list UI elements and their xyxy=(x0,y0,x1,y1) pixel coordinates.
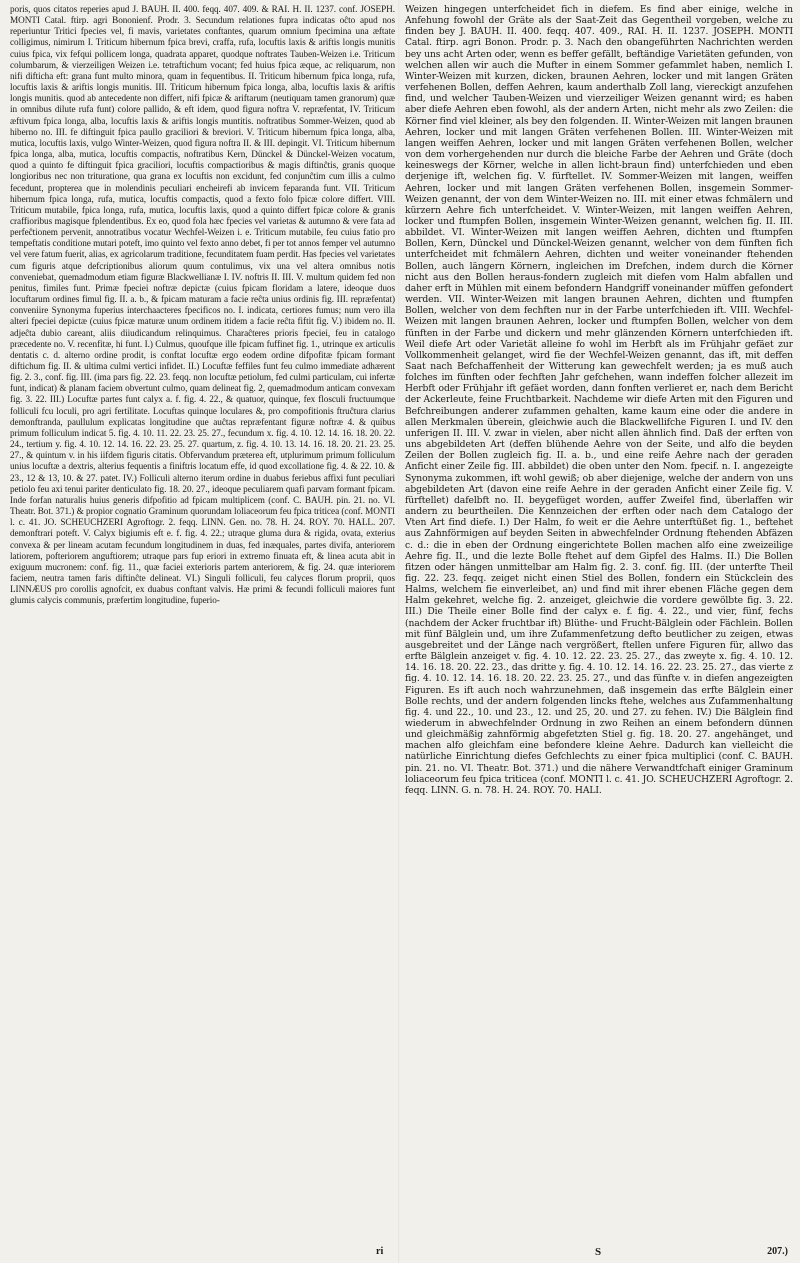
column-gutter xyxy=(398,0,400,1263)
signature-mark: S xyxy=(595,1246,602,1258)
left-catchword: ri xyxy=(376,1246,384,1257)
german-text: Weizen hingegen unterfcheidet fich in diefem. Es find aber einige, welche in Anfehung fowohl der Gräte als der Saat-Zeit das Gegentheil vorgeben, welche zu finden bey J. BAUH. II. 400. feqq. 407. 409., RAI. H. II. 1237. JOSEPH. MONTI Catal. ftirp. agri Bonon. Prodr. p. 3. Nach den obangeführten Nachrichten werden bey uns acht Arten oder, wenn es beffer gefällt, beftändige Varietäten gefunden, von welchen allen wir auch die Mufter in einem Sommer gefammlet haben, nemlich I. Winter-Weizen mit kurzen, dicken, braunen Aehren, locker und mit langen Gräten verfehenen Bollen, deffen Aehren, kaum anderthalb Zoll lang, viereckigt anzufehen find, und welcher Tauben-Weizen und vierzeiliger Weizen genannt wird; es haben aber diefe Aehren eben fowohl, als der andern Arten, nicht mehr als zwo Zeilen: die Körner find viel kleiner, als bey den folgenden. II. Winter-Weizen mit langen braunen Aehren, locker und mit langen Gräten verfehenen Bollen. III. Winter-Weizen mit langen weiffen Aehren, locker und mit langen Gräten verfehenen Bollen, welcher von dem vorhergehenden nur durch die bleiche Farbe der Aehren und Gräte (doch keineswegs der Körner, welche in allen licht-braun find) unterfchieden und eben derjenige ift, welchen fig. V. fürftellet. IV. Sommer-Weizen mit langen, weiffen Aehren, locker und mit langen Gräten verfehenen Bollen, insgemein Sommer-Weizen genannt, der von dem Winter-Weizen no. III. mit einer etwas fchmälern und kürzern Aehre fich unterfcheidet. V. Winter-Weizen, mit langen weiffen Aehren, locker und ftumpfen Bollen, insgemein Winter-Weizen genannt, welchen fig. II. III. abbildet. VI. Winter-Weizen mit langen weiffen Aehren, dichten und ftumpfen Bollen, Kern, Dünckel und Dünckel-Weizen genannt, welcher von dem fünften fich unterfcheidet mit fchmälern Aehren, dichten und weiter voneinander ftehenden Bollen, auch längern Körnern, ingleichen im Drefchen, indem durch die Körner nicht aus den Bollen heraus-fondern zugleich mit diefen vom Halm abfallen und daher erft in Mühlen mit einem befondern Handgriff voneinander müffen gefondert werden. VII. Winter-Weizen mit langen braunen Aehren, dichten und ftumpfen Bollen, welcher von dem fechften nur in der Farbe unterfchieden ift. VIII. Wechfel-Weizen mit langen braunen Aehren, locker und ftumpfen Bollen, welcher von dem fünften in der Farbe und dickern und mehr glänzenden Körnern unterfchieden ift. Weil diefe Art oder Varietät alleine fo wohl im Herbft als im Frühjahr gefäet zur Vollkommenheit gelanget, wird fie der Wechfel-Weizen genannt, das ift, mit deffen Saat nach Befchaffenheit der Witterung kan gewechfelt werden; ja es muß auch folches im fünften oder fechften Jahr gefchehen, wann indeffen folcher allezeit im Herbft oder Frühjahr ift gefäet worden, dann fonften verlieret er, nach dem Bericht der Ackerleute, feine Fruchtbarkeit. Nachdeme wir diefe Arten mit den Figuren und Befchreibungen anderer zufammen gehalten, kame kaum eine oder die andere in allen Merkmalen überein, gleichwie auch die Blackwellifche Figuren I. und IV. den unferigen II. III. V. zwar in vielen, aber nicht allen ähnlich find. Daß der erften von uns abgebildeten Art (deffen blühende Aehre von der Seite, und alfo die beyden Zeilen der Bollen zugleich fig. II. a. b., und eine reife Aehre nach der geraden Anficht einer Zeile fig. III. abbildet) die oben unter den Nom. fpecif. n. I. angezeigte Synonyma zukommen, ift wohl gewiß; ob aber diejenige, welche der andern von uns abgebildeten Art (davon eine reife Aehre in der geraden Anficht einer Zeile fig. V. fürftellet) dafelbft no. II. beygefüget worden, auffer Zweifel find, überlaffen wir andern zu beurtheilen. Die Kennzeichen der erften oder nach dem Catalogo der Vten Art find diefe. I.) Der Halm, fo weit er die Aehre unterftüßet fig. 1., beftehet aus Zahnförmigen auf beyden Seiten in abwechfelnder Ordnung ftehenden Abfäzen c. d.: die in eben der Ordnung eingerichtete Bollen machen alfo eine zweizeilige Aehre fig. II., und die lezte Bolle ftehet auf dem Gipfel des Halms. II.) Die Bollen fitzen oder hängen unmittelbar am Halm fig. 2. 3. conf. fig. III. (der unterfte Theil fig. 22. 23. feqq. zeiget nicht einen Stiel des Bollen, fondern ein Stückclein des Halms, welchem fie einverleibet, an) und find mit ihrer ebenen Fläche gegen dem Halm gekehret, welche fig. 2. anzeiget, gleichwie die vordere gewölbte fig. 3. 22. III.) Die Theile einer Bolle find der calyx e. f. fig. 4. 22., und vier, fünf, fechs (nachdem der Acker fruchtbar ift) Blüthe- und Frucht-Bälglein oder Fächlein. Bollen mit fünf Bälglein und, um ihre Zufammenfetzung defto beutlicher zu zeigen, etwas ausgebreitet und der Länge nach vergrößert, ftellen unfere Figuren für, allwo das erfte Bälglein anzeiget v. fig. 4. 10. 12. 22. 23. 25. 27., das zweyte x. fig. 4. 10. 12. 14. 16. 18. 20. 22. 23., das dritte y. fig. 4. 10. 12. 14. 16. 22. 23. 25. 27., das vierte z fig. 4. 10. 12. 14. 16. 18. 20. 22. 23. 25. 27., und das fünfte v. in diefen angezeigten Figuren. Es ift auch noch wahrzunehmen, daß insgemein das erfte Bälglein einer Bolle rechts, und der andern folgenden lincks ftehe, welches aus Zufammenhaltung fig. 4. und 22., 10. und 23., 12. und 25, 20. und 27. zu fehen. IV.) Die Bälglein find wiederum in abwechfelnder Ordnung in zwo Reihen an einem befondern dünnen und gleichmäßig zahnförmig abgefetzten Stiel g. fig. 18. 20. 27. angehänget, und machen alfo gleichfam eine befondere kleine Aehre. Dadurch kan vielleicht die natürliche Einrichtung diefes Gefchlechts zu einer fpica multiplici (conf. C. BAUH. pin. 21. no. VI. Theatr. Bot. 371.) und die nähere Verwandtfchaft einiger Graminum loliaceorum feu fpica triticea (conf. MONTI l. c. 41. JO. SCHEUCHZERI Agroftogr. 2. feqq. LINN. G. n. 78. H. 24. ROY. 70. HALI. xyxy=(405,4,793,796)
latin-text: poris, quos citatos reperies apud J. BAUH. II. 400. feqq. 407. 409. & RAI. H. II. 1237. conf. JOSEPH. MONTI Catal. ftirp. agri Bononienf. Prodr. 3. Secundum relationes fupra indicatas oĉto apud nos reperiuntur Tritici fpecies vel, fi mavis, varietates conftantes, quarum omnium fpecimina una æftate colligimus, nimirum I. Triticum hibernum fpica brevi, craffa, rufa, locuftis laxis & ariftis longis munitis cuius fpica, vix fefqui pollicem longa, quadrata apparet, quodque noftrates Tauben-Weizen i.e. Triticum columbarum, & vierzeiligen Weizen i.e. tetraftichum vocant; fed huius fpica æque, ac reliquarum, non nifi difticha eft: grana funt multo minora, quam in fequentibus. II. Triticum hibernum fpica longa, rufa, locuftis laxis & ariftis longis munitis. III. Triticum hibernum fpica longa, alba, locuftis laxis & ariftis longis munitis. quod ab antecedente non differt, nifi fpicæ & ariftarum (neutiquam tamen granorum) quæ in omnibus dilute rufa funt) colore pallido, & eft idem, quod figura noftra V. repræfentat, IV. Triticum æftivum fpica longa, alba, locuftis laxis & ariftis longis muntitis. noftratibus Sommer-Weizen, quod ab hiberno no. III. fe diftinguit fpica paullo graciliori & breviori. V. Triticum hibernum fpica longa, alba, mutica, locuftis laxis, vulgo Winter-Weizen, quod figura noftra II. & III. depingit. VI. Triticum hibernum fpica longa, alba, mutica, locuftis compactis, noftratibus Kern, Dünckel & Dünckel-Weizen vocatum, quod a quinto fe diftinguit fpica graciliori, locuftis compactioribus & magis diftinĉtis, granis quoque longioribus nec non trituratione, qua grana ex locuftis non excidunt, fed conjunĉtim cum illis a culmo fecedunt, propterea que in molendinis peculiari encheirefi ab invicem feparanda funt. VII. Triticum hibernum fpica longa, rufa, mutica, locuftis compactis, quod a fexto folo fpicæ colore differt. VIII. Triticum mutabile, fpica longa, rufa, mutica, locuftis laxis, quod a quinto differt fpicæ colore & granis craffioribus magisque fplendentibus. Ex eo, quod fola hæc fpecies vel varietas & autumno & vere fata ad perfeĉtionem pervenit, annotratibus vocatur Wechfel-Weizen i. e. Triticum mutabile, feu cuius fatio pro tempeftatis conditione mutari poteft, imo quinto vel fexto anno debet, fi per tot annos femper vel autumno vel vere fatum fuerit, alias, ex agricolarum traditione, fecunditatem fuam perdit. Has fpecies vel varietates cum figuris atque defcriptionibus aliorum quum contulimus, vix una vel altera omnibus notis conveniebat, quemadmodum etiam figuræ Blackwellianæ I. IV. noftris II. III. V. multum quidem fed non penitus, fimiles funt. Primæ fpeciei noftræ depictæ (cuius fpicam floridam a latere, ideoque duos locuftarum ordines fimul fig. II. a. b., & fpicam maturam a facie reĉta unius ordinis fig. III. repræfentat) conveniire Synonyma fuperius interchaacteres fpecificos no. I. indicata, certiores fumus; num vero illa alteri fpeciei depictæ (cuius fpicæ maturæ unum ordinem itidem a facie reĉta fiftit fig. V.) ibidem no. II. adjeĉta dubio careant, aliis diiudicandum relinquimus. Charaĉteres prioris fpeciei, feu in catalogo præcedente no. V. recenfitæ, hi funt. I.) Culmus, quoufque ille fpicam fuffinet fig. 1., utrinque ex articulis dentatis c. d. alterno ordine prodit, is conftat locuftæ ergo eodem ordine difpofitæ fpicam formant diftichum fig. II. & ultima culmi vertici infidet. II.) Locuftæ feffiles funt feu culmo immediate adhærent fig. 2. 3., conf. fig. III. (ima pars fig. 22. 23. feqq. non locuftæ petiolum, fed culmi particulam, cui infertæ funt, indicat) & planam faciem obvertunt culmo, quam delineat fig. 2, quemadmodum anticam convexam fig. 3. 22. III.) Locuftæ partes funt calyx a. f. fig. 4. 22., & quatuor, quinque, fex flosculi fructuumque folliculi fcu loculi, pro agri fertilitate. Locuftas quinque loculares &, pro compofitionis ftruĉtura clarius demonftranda, paullulum explicatas longitudine que auĉtas repræfentant figuræ noftræ 4. & quibus primum folliculum indicat 5. fig. 4. 10. 11. 22. 23. 25. 27., fecundum x. fig. 4. 10. 12. 14. 16. 18. 20. 22. 24., tertium y. fig. 4. 10. 12. 14. 16. 22. 23. 25. 27. quartum, z. fig. 4. 10. 13. 14. 16. 18. 20. 21. 23. 25. 27., & quintum v. in his iifdem figuris citatis. Obfervandum præterea eft, utplurimum primum folliculum unius locuftæ a dextris, alterius fequentis a finiftris locatum effe, id quod excollatione fig. 4. & 22. 10. & 23., 12 & 13, 10. & 27. patet. IV.) Folliculi alterno iterum ordine in duabus feriebus affixi funt peculiari petiolo feu axi tenui pariter denticulato fig. 18. 20. 27., ideoque peculiarem quafi parvam formant fpicam. Inde forfan naturalis huius generis difpofitio ad fpicam multiplicem (conf. C. BAUH. pin. 21. no. VI. Theatr. Bot. 371.) & propior cognatio Graminum quorundam loliaceorum feu fpica triticea (conf. MONTI l. c. 41. JO. SCHEUCHZERI Agroftogr. 2. feqq. LINN. Gen. no. 78. H. 24. ROY. 70. HALL. 207. demonftrari poteft. V. Calyx bigiumis eft e. f. fig. 4. 22.; utraque gluma dura & rigida, ovata, exterius convexa & per lineam acutam fecundum longitudinem in duas, fed inæquales, partes divifa, anteriorem latiorem, pofteriorem anguftiorem; utraque pars fup eriori in extremo finuata eft, & linea acuta abit in exiguum mucronem: conf. fig. 11., quæ faciei exterioris partem anteriorem, & fig. 24. quæ interiorem faciem, neutra tamen faris diftinĉte delineat. VI.) Singuli folliculi, feu calyces florum proprii, quos LINNÆUS pro corollis agnofcit, ex duabus conftant valvis. Hæ primi & fecundi folliculi maiores funt glumis calycis communis, præfertim longitudine, fuperio- xyxy=(10,4,395,606)
latin-column xyxy=(10,4,395,1263)
right-catchword: 207.) xyxy=(767,1246,788,1257)
german-column xyxy=(405,4,793,1263)
